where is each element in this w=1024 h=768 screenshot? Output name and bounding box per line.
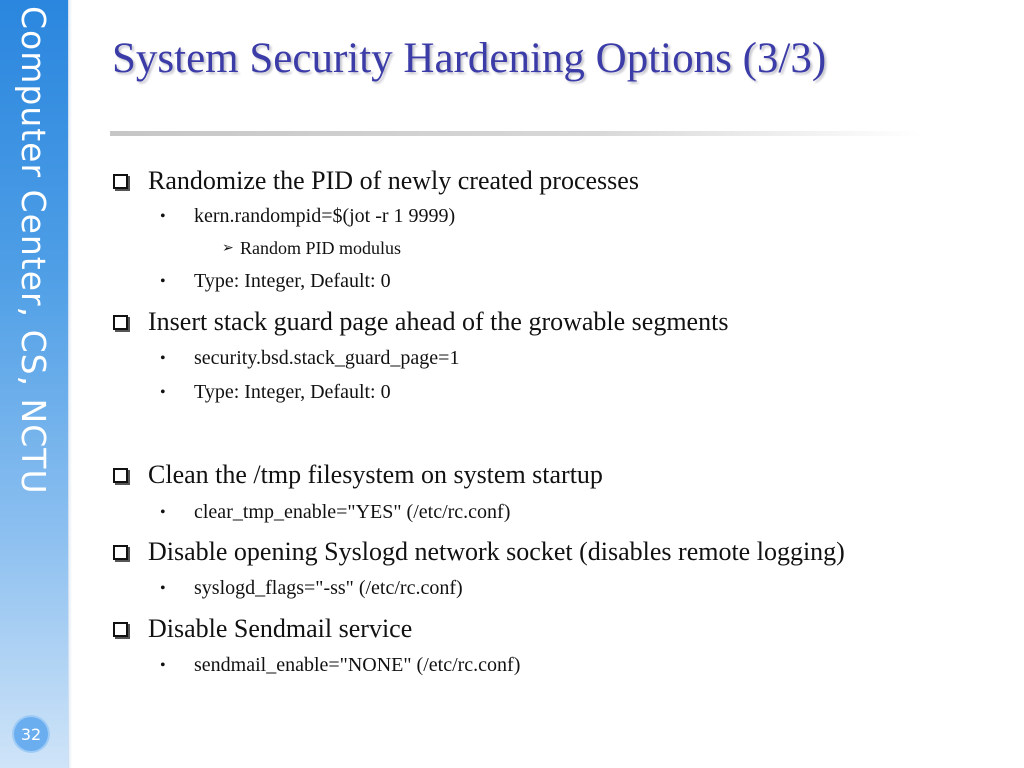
checkbox-square-icon [113,622,128,637]
list-item-text: Type: Integer, Default: 0 [194,381,391,403]
sub-list-item [222,238,401,259]
section-heading-text: Disable Sendmail service [148,614,413,643]
bullet-icon: • [160,272,166,290]
checkbox-square-icon [113,174,128,189]
list-item [160,577,463,600]
slide-title: System Security Hardening Options (3/3) [112,35,827,82]
section-heading-text: Disable opening Syslogd network socket (disables remote logging) [148,537,845,566]
list-item [160,654,520,677]
bullet-icon: • [160,349,166,367]
list-item [160,381,391,404]
sidebar-org-text: Computer Center, CS, NCTU [14,6,53,495]
section-heading [110,166,639,196]
section-heading-text: Randomize the PID of newly created processes [148,166,639,195]
bullet-icon: • [160,579,166,597]
list-item-text: security.bsd.stack_guard_page=1 [194,347,460,369]
sub-list-item-text: Random PID modulus [240,238,402,258]
list-item [160,347,459,370]
title-divider [110,131,920,136]
bullet-icon: • [160,656,166,674]
bullet-icon: • [160,383,166,401]
checkbox-square-icon [113,545,128,560]
list-item-text: sendmail_enable="NONE" (/etc/rc.conf) [194,654,521,676]
bullet-icon: • [160,207,166,225]
list-item [160,205,455,228]
section-heading-text: Insert stack guard page ahead of the growable segments [148,307,729,336]
checkbox-square-icon [113,315,128,330]
list-item-text: clear_tmp_enable="YES" (/etc/rc.conf) [194,501,511,523]
bullet-icon: • [160,503,166,521]
list-item [160,501,510,524]
list-item-text: kern.randompid=$(jot -r 1 9999) [194,205,456,227]
checkbox-square-icon [113,468,128,483]
list-item [160,270,391,293]
list-item-text: syslogd_flags="-ss" (/etc/rc.conf) [194,577,463,599]
list-item-text: Type: Integer, Default: 0 [194,270,391,292]
section-heading [110,614,412,644]
section-heading [110,460,603,490]
sidebar-banner [0,0,69,768]
arrow-bullet-icon: ➢ [222,241,234,256]
section-heading [110,307,728,337]
page-number-badge: 32 [14,717,48,751]
section-heading-text: Clean the /tmp filesystem on system startup [148,460,603,489]
section-heading [110,537,845,567]
